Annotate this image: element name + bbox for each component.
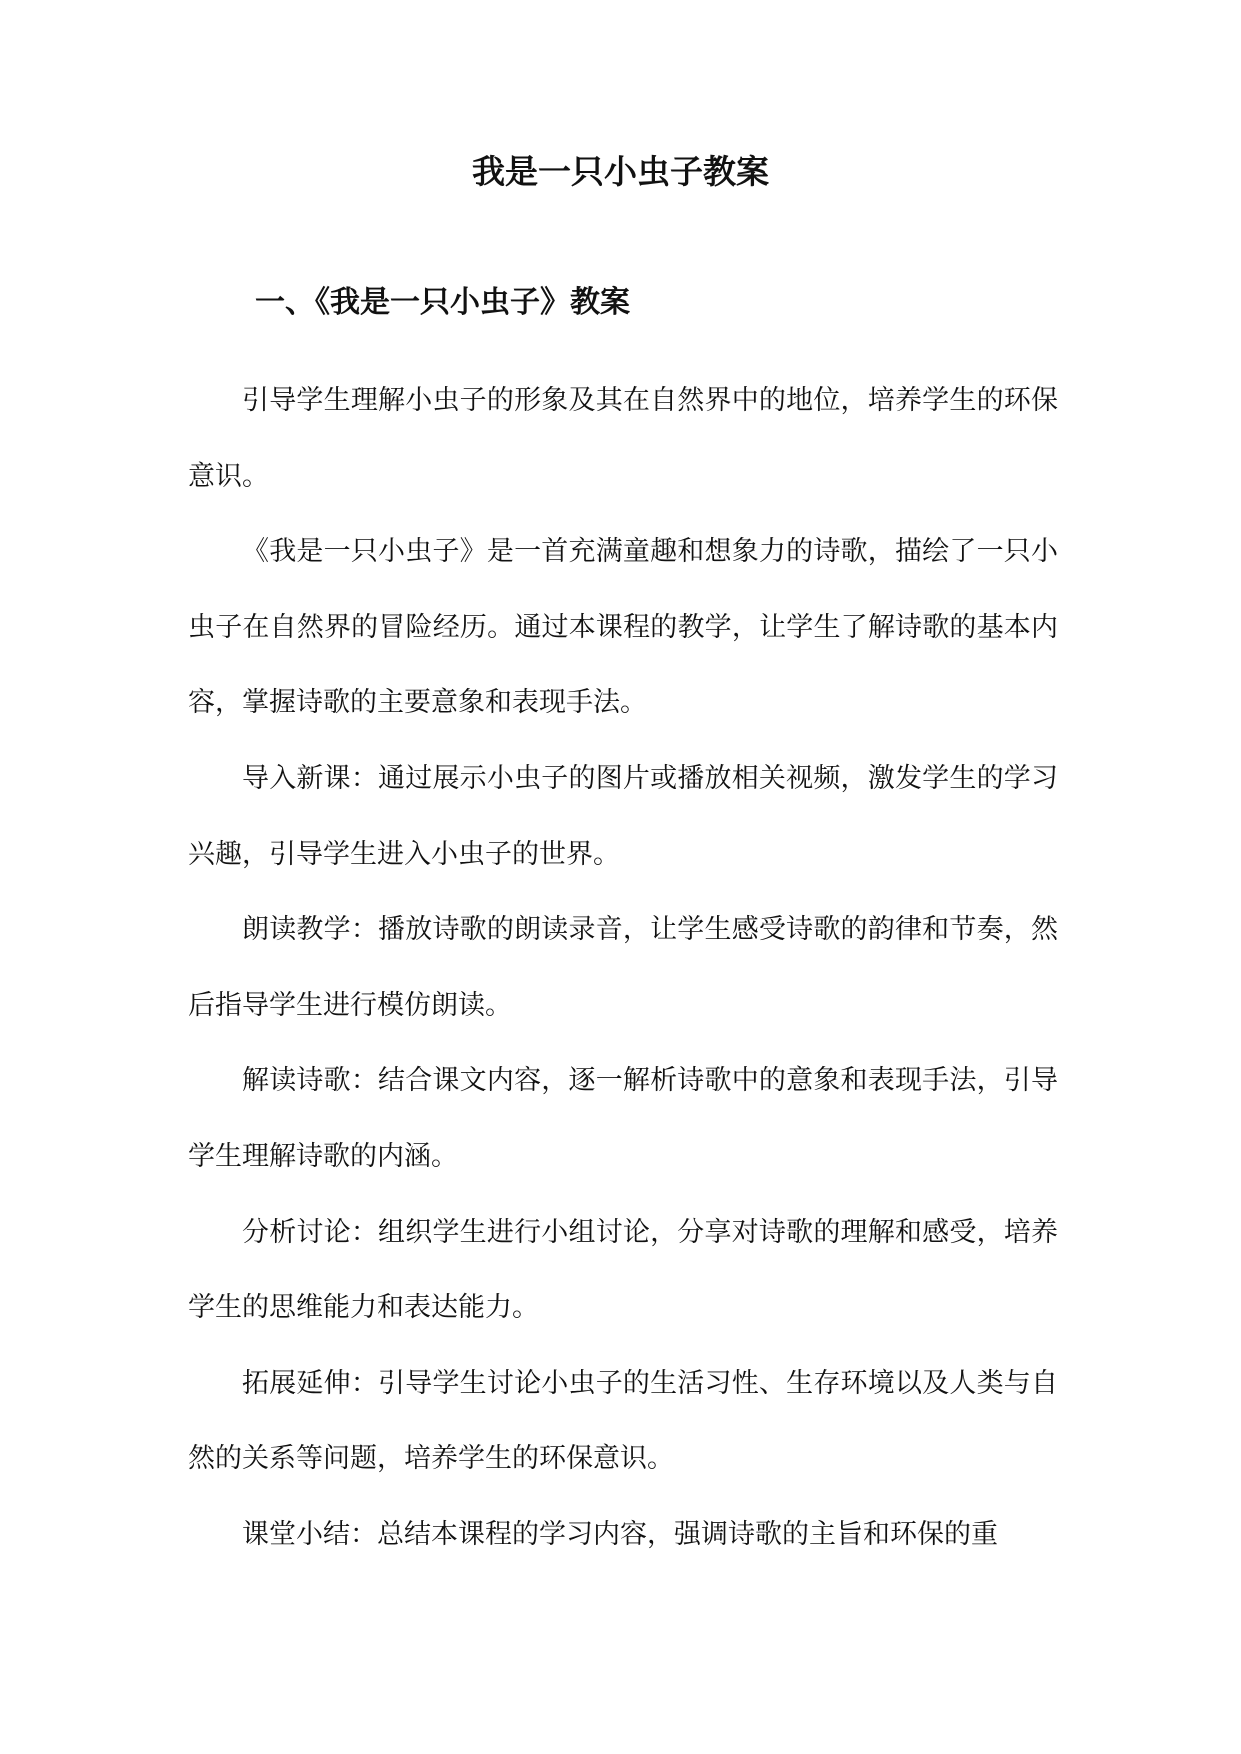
paragraph-lead-in: 导入新课：通过展示小虫子的图片或播放相关视频，激发学生的学习兴趣，引导学生进入小虫子的世界。 [188, 762, 1058, 870]
paragraph-reading: 朗读教学：播放诗歌的朗读录音，让学生感受诗歌的韵律和节奏，然后指导学生进行模仿朗读。 [188, 914, 1058, 1021]
section-heading: 一、《我是一只小虫子》教案 [255, 285, 630, 320]
body-text [188, 363, 1058, 1573]
paragraph-interpretation: 解读诗歌：结合课文内容，逐一解析诗歌中的意象和表现手法，引导学生理解诗歌的内涵。 [188, 1065, 1058, 1172]
paragraph-discussion: 分析讨论：组织学生进行小组讨论，分享对诗歌的理解和感受，培养学生的思维能力和表达能力。 [188, 1216, 1058, 1324]
document-title: 我是一只小虫子教案 [472, 152, 769, 191]
paragraph-extension: 拓展延伸：引导学生讨论小虫子的生活习性、生存环境以及人类与自然的关系等问题，培养学生的环保意识。 [188, 1367, 1058, 1475]
paragraph-summary: 课堂小结：总结本课程的学习内容，强调诗歌的主旨和环保的重 [242, 1518, 998, 1550]
paragraph-objective: 引导学生理解小虫子的形象及其在自然界中的地位，培养学生的环保意识。 [188, 385, 1058, 492]
paragraph-introduction: 《我是一只小虫子》是一首充满童趣和想象力的诗歌，描绘了一只小虫子在自然界的冒险经历。通过本课程的教学，让学生了解诗歌的基本内容，掌握诗歌的主要意象和表现手法。 [188, 536, 1058, 719]
